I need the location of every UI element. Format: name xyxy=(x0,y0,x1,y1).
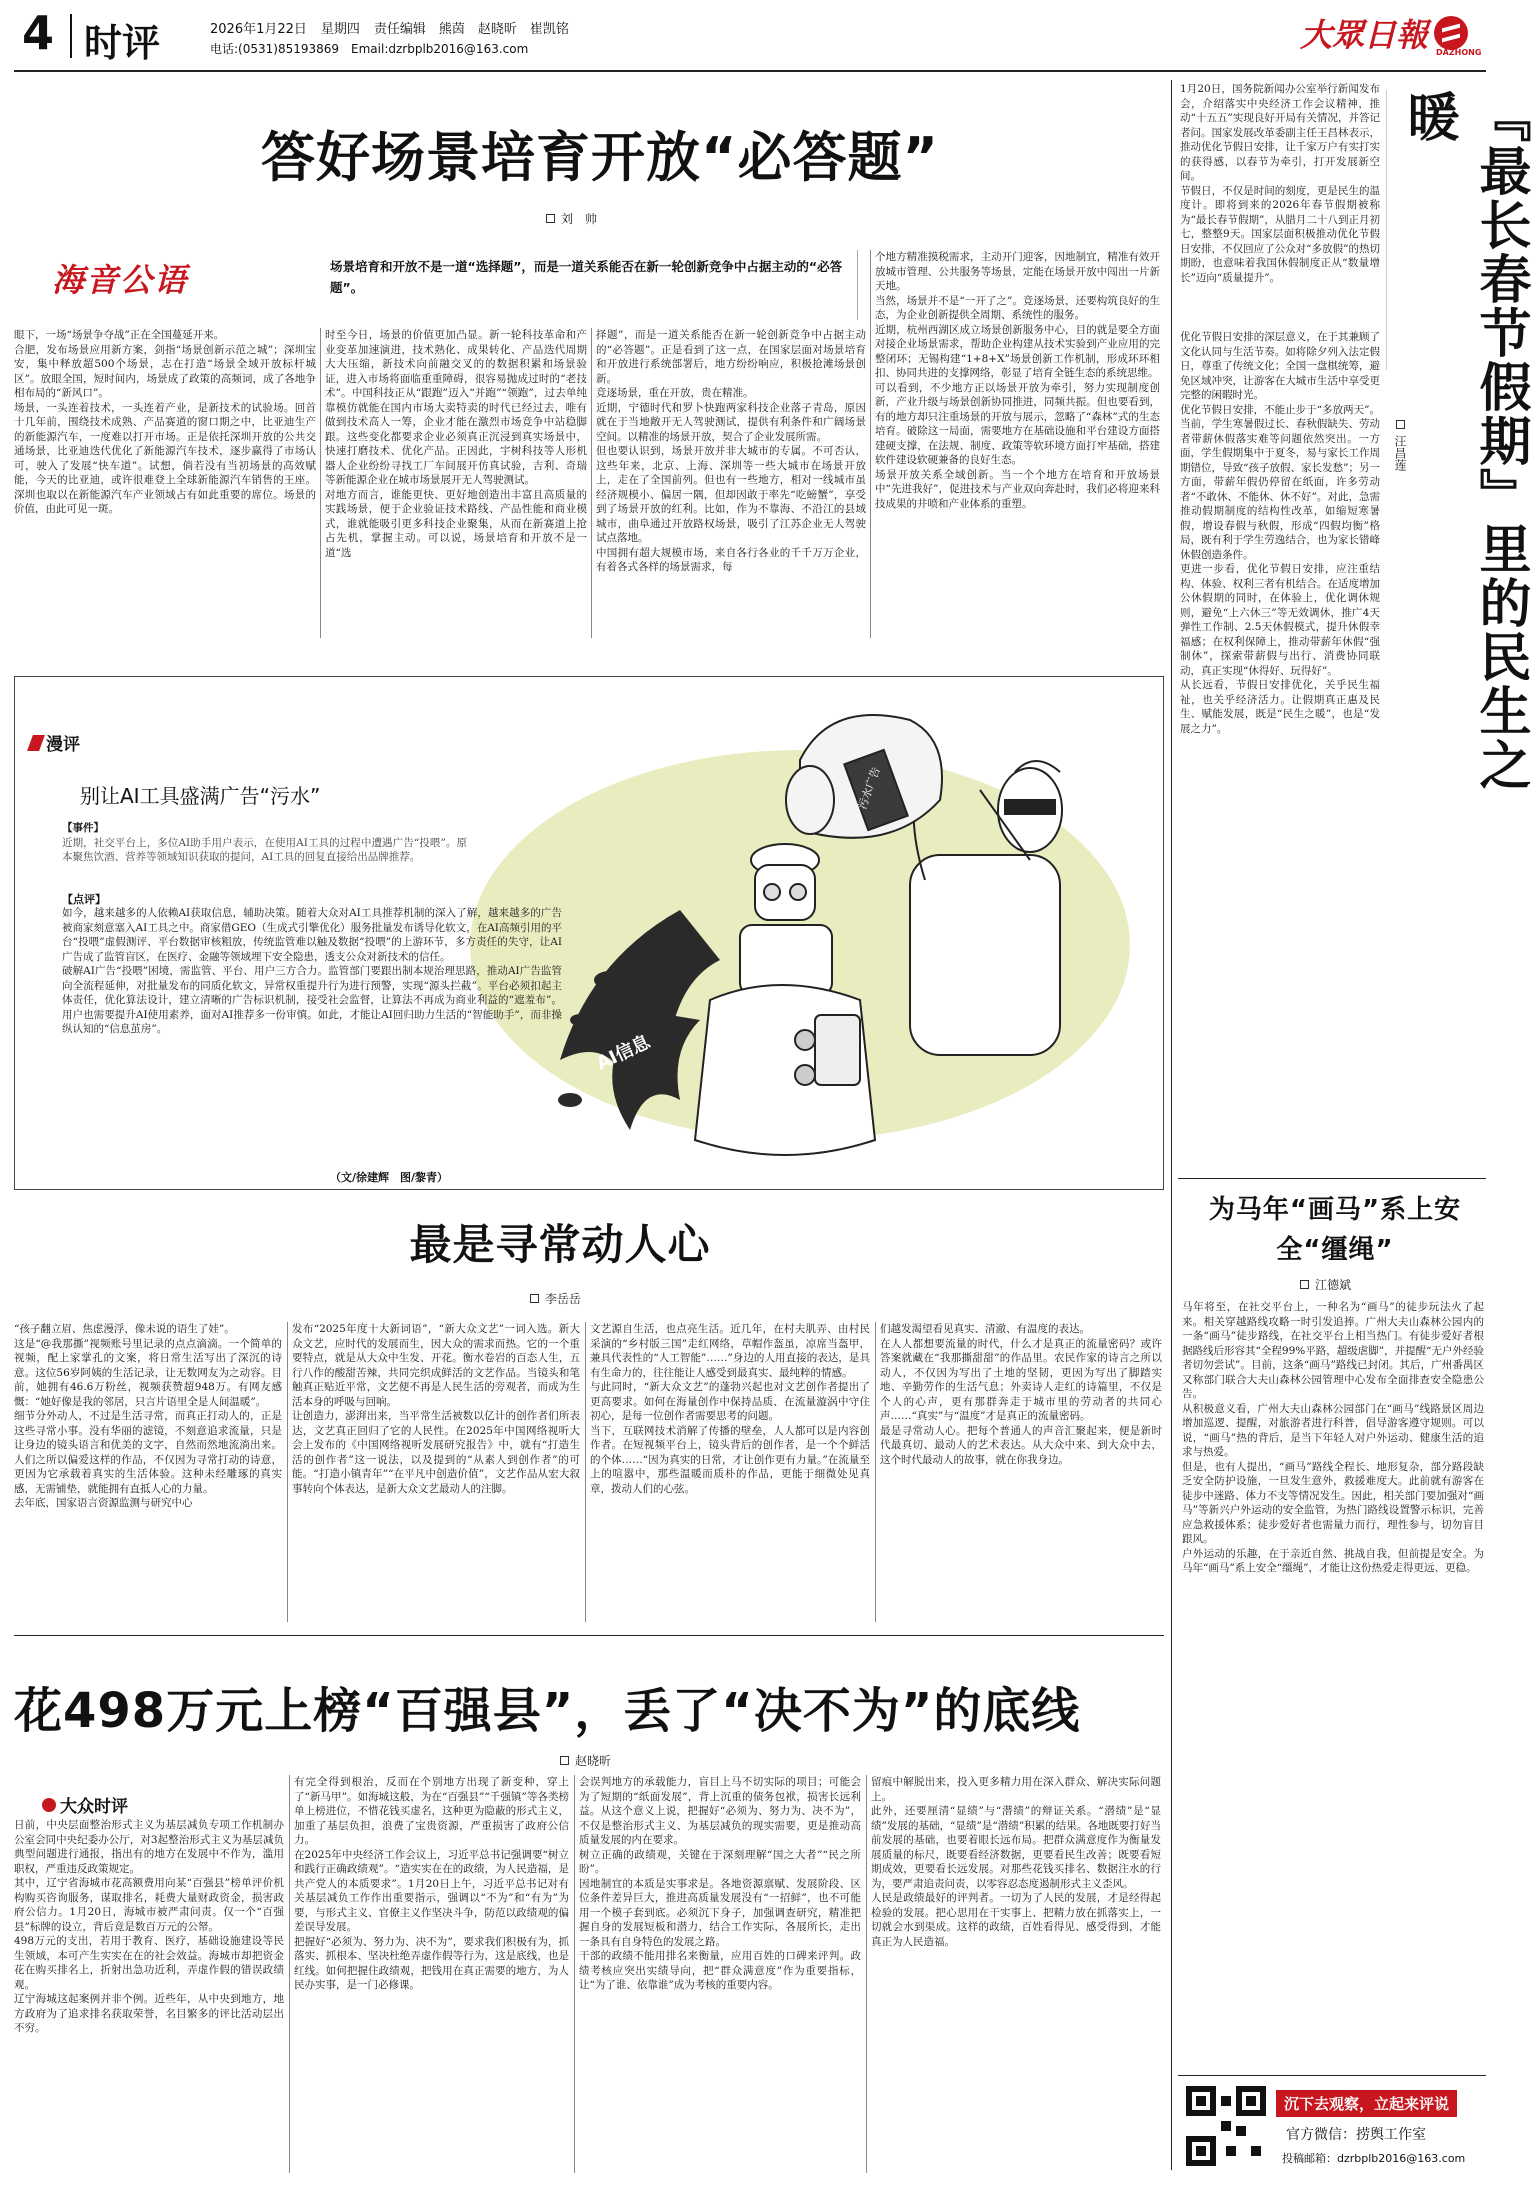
section-name: 时评 xyxy=(84,21,161,65)
promo-headline: 沉下去观察，立起来评说 xyxy=(1276,2090,1457,2117)
col-rule xyxy=(585,1322,586,1622)
robot-label: AI信息 xyxy=(593,1031,654,1075)
byline-square-icon xyxy=(1396,420,1405,429)
col-rule xyxy=(574,1775,575,2173)
side1-byline xyxy=(1392,420,1409,471)
cartoon-tag xyxy=(30,730,80,755)
article2-col4: 们越发渴望看见真实、清澈、有温度的表达。 在人人都想要流量的时代，什么才是真正的流量密码？或许答案就藏在“我那撕甜甜”的作品里。农民作家的诗言之所以动人，不仅因为写出了土地的坚韧，更因为写出了脚踏实地、辛勤劳作的生活气息；外卖诗人走红的诗篇里，不仅是个人的心声，更有那群奔走于城市里的劳动者的共同心声……“真实”与“温度”才是真正的流量密码。 最是寻常动人心。把每个普通人的声音汇聚起来，便是新时代最真切、最动人的艺术表达。从大众中来、到大众中去，这个时代最动人的故事，就在你我身边。 xyxy=(880,1323,1162,1466)
logo-emblem-icon xyxy=(1434,16,1468,50)
cartoon-credit: （文/徐建辉 图/黎青） xyxy=(330,1171,449,1184)
comment-label: 【点评】 xyxy=(62,893,106,906)
cartoon-tag-label: 漫评 xyxy=(46,735,80,755)
promo-wechat: 官方微信：捞舆工作室 xyxy=(1286,2127,1426,2143)
side1-body: 优化节假日安排的深层意义，在于其兼顾了文化认同与生活节奏。如将除夕列入法定假日，尊重了传统文化；全国一盘棋统筹，避免区域冲突，让游客在大城市生活中享受更完整的闲暇时光。 优化节假日安排，不能止步于“多放两天”。当前，学生寒暑假过长、春秋假缺失、劳动者带薪休假落实难等问题依然突出。一方面，学生假期集中于夏冬，易与家长工作周期错位，导致“孩子放假、家长发愁”；另一方面，带薪年假仍停留在纸面，许多劳动者“不敢休、不能休、休不好”。对此，急需推动假期制度的结构性改革，如缩短寒暑假，增设春假与秋假，形成“四假均衡”格局，既有利于学生劳逸结合，也为家长错峰休假创造条件。 更进一步看，优化节假日安排，应注重结构、体验、权利三者有机结合。在适度增加公休假期的同时，在体验上，优化调休规则，避免“上六休三”等无效调休，推广4天弹性工作制、2.5天休假模式，提升休假幸福感；在权利保障上，推动带薪年休假“强制休”，探索带薪假与出行、消费协同联动，真正实现“休得好、玩得好”。 从长远看，节假日安排优化，关乎民生福祉，也关乎经济活力。让假期真正惠及民生、赋能发展，既是“民生之暖”，也是“发展之力”。 xyxy=(1180,331,1380,735)
logo-subtitle: DAZHONG xyxy=(1436,48,1482,57)
article1-title: 答好场景培育开放“必答题” xyxy=(261,126,939,189)
side1-title-text: 『最长春节假期』里的民生之暖 xyxy=(1398,90,1530,792)
article2-title: 最是寻常动人心 xyxy=(409,1220,711,1269)
section-rule xyxy=(14,1635,1164,1636)
col-rule xyxy=(289,1775,290,2173)
column-name: 海音公语 xyxy=(52,261,189,299)
cartoon-comment: 如今，越来越多的人依赖AI获取信息，辅助决策。随着大众对AI工具推荐机制的深入了解，越来越多的广告被商家刻意塞入AI工具之中。商家借GEO（生成式引擎优化）服务批量发布诱导化软文，在AI高频引用的平台“投喂”虚假测评、平台数据审核粗放，传统监管难以触及数据“投喂”的上游环节，多方责任的失守，让AI广告成了监管盲区，在医疗、金融等领域埋下安全隐患，透支公众对新技术的信任。 破解AI广告“投喂”困境，需监管、平台、用户三方合力。监管部门要跟出制本规治理思路，推动AI广告监管向全流程延伸，对批量发布的同质化软文，异常权重提升行为进行预警，实现“源头拦截”。平台必须扣起主体责任，优化算法设计，建立清晰的广告标识机制，接受社会监督，让算法不再成为商业利益的“遮羞布”。用户也需要提升AI使用素养，面对AI推荐多一份审慎。如此，才能让AI回归助力生活的“智能助手”，而非操纵认知的“信息茧房”。 xyxy=(62,907,562,1035)
byline-square-icon xyxy=(530,1294,539,1303)
article1-col3: 择题”，而是一道关系能否在新一轮创新竞争中占据主动的“必答题”。正是看到了这一点，在国家层面对场景培育和开放进行系统部署后，地方纷纷响应，积极抢滩场景创新。 竞逐场景，重在开放，贵在精准。 近期，宁德时代和罗卜快跑两家科技企业落子青岛，原因就在于当地敞开无人驾驶测试，提供有利条件和广阔场景空间。以精准的场景开放，契合了企业发展所需。 但也要认识到，场景开放并非大城市的专属。不可否认，这些年来，北京、上海、深圳等一些大城市在场景开放上，走在了全国前列。但也有一些地方，相对一线城市虽经济规模小、偏居一隅，但却因敢于率先“吃螃蟹”，享受到了场景开放的红利。比如，作为不靠海、不沿江的县域城市，曲阜通过开放路权场景，吸引了江苏企业无人驾驶试点落地。 中国拥有超大规模市场，来自各行各业的千千万万企业，有着各式各样的场景需求，每 xyxy=(596,329,866,573)
weekday: 星期四 xyxy=(320,22,360,37)
article1-col4: 个地方精准摸税需求，主动开门迎客，因地制宜，精准有效开放城市管理、公共服务等场景，定能在场景开放中闯出一片新天地。 当然，场景并不是“一开了之”。竞逐场景，还要构筑良好的生态，为企业创新提供全周期、系统性的服务。 近期，杭州西湖区成立场景创新服务中心，目的就是要全方面对接企业场景需求，帮助企业构建从技术实验到产业应用的完整闭环；无锡构建“1+8+X”场景创新工作机制，形成环环相扣、协同共进的支撑网络，彰显了培育全链生态的系统思维。 可以看到，不少地方正以场景开放为牵引，努力实现制度创新，产业升级与场景创新协同推进，同频共振。但也要看到，有的地方却只注重场景的开放与展示，忽略了“森林”式的生态培育。破除这一局面，需要地方在基础设施和平台建设方面搭建硬支撑，在法规、制度、政策等软环境方面打牢基础，搭建软件建设软硬兼备的良好生态。 场景开放关系全域创新。当一个个地方在培育和开放场景中“先进我好”，促进技术与产业双向奔赴时，我们必将迎来科技成果的井喷和产业体系的重塑。 xyxy=(875,251,1160,510)
author: 汪昌莲 xyxy=(1393,435,1407,471)
masthead-contact: 电话:(0531)85193869 Email:dzrbplb2016@163.com xyxy=(210,42,529,56)
side2-body: 马年将至，在社交平台上，一种名为“画马”的徒步玩法火了起来。相关穿越路线攻略一时引发追捧。广州大夫山森林公园内的一条“画马”徒步路线，在社交平台上相当热门。有徒步爱好者根据路线后形容其“全程99%平路，超级虐脚”，并提醒“无户外经验者切勿尝试”。目前，这条“画马”路线已封闭。其后，广州番禺区又称部门联合大夫山森林公园管理中心发布全面排查安全隐患公告。 从积极意义看，广州大夫山森林公园部门在“画马”线路景区周边增加巡逻、提醒，对旅游者进行科普，倡导游客遵守规则。可以说，“画马”热的背后，是当下年轻人对户外运动、健康生活的追求与热爱。 但是，也有人提出，“画马”路线全程长、地形复杂，部分路段缺乏安全防护设施，一旦发生意外，救援难度大。此前就有游客在徒步中迷路、体力不支等情况发生。因此，相关部门要加强对“画马”等新兴户外运动的安全监管，为热门路线设置警示标识，完善应急救援体系；徒步爱好者也需量力而行，理性参与，切勿盲目跟风。 户外运动的乐趣，在于亲近自然、挑战自我，但前提是安全。为马年“画马”系上安全“缰绳”，才能让这份热爱走得更远、更稳。 xyxy=(1182,1301,1484,1574)
article1-lead: 场景培育和开放不是一道“选择题”，而是一道关系能否在新一轮创新竞争中占据主动的“必答题”。 xyxy=(330,259,843,295)
author: 江德斌 xyxy=(1315,1278,1352,1292)
bottle-label: 污水广告 xyxy=(855,765,883,812)
byline-square-icon xyxy=(546,214,555,223)
lead-divider xyxy=(857,250,858,320)
event-label: 【事件】 xyxy=(62,822,104,834)
masthead-divider xyxy=(70,14,72,58)
masthead-rule xyxy=(14,70,1486,72)
byline-square-icon xyxy=(560,1756,569,1765)
logo-text: 大眾日報 xyxy=(1300,16,1429,54)
cartoon-title: 别让AI工具盛满广告“污水” xyxy=(80,784,321,808)
sidebar-rule xyxy=(1178,1178,1486,1179)
side2-byline xyxy=(1300,1276,1351,1293)
side1-top-text: 1月20日，国务院新闻办公室举行新闻发布会，介绍落实中央经济工作会议精神，推动“十五五”实现良好开局有关情况，并答记者问。国家发展改革委副主任王昌林表示，推动优化节假日安排，让千家万户有实打实的获得感，以春节为牵引，打开发展新空间。 节假日，不仅是时间的刻度，更是民生的温度计。即将到来的2026年春节假期被称为“最长春节假期”，从腊月二十八到正月初七，整整9天。国家层面积极推动优化节假日安排，不仅回应了公众对“多放假”的热切期盼，也意味着我国休假制度正从“数量增长”迈向“质量提升”。 xyxy=(1180,83,1380,284)
col-rule xyxy=(870,250,871,638)
event-text: 近期，社交平台上，多位AI助手用户表示，在使用AI工具的过程中遭遇广告“投喂”。原本聚焦饮酒、营养等领域知识获取的提问，AI工具的回复直接给出品牌推荐。 xyxy=(62,836,467,863)
article1-col1: 眼下，一场“场景争夺战”正在全国蔓延开来。 合肥，发布场景应用新方案，剑指“场景创新示范之城”；深圳宝安，集中释放超500个场景，志在打造“场景全域开放标杆城区”。放眼全国，短时间内，场景成了政策的高频词，成了各地争相布局的“新风口”。 场景，一头连着技术，一头连着产业，是新技术的试验场。回首十几年前，围绕技术成熟、产品赛道的窗口期之中，比亚迪生产的新能源汽车，一度难以打开市场。正是依托深圳开放的公共交通场景，比亚迪迭代优化了新能源汽车技术，逐步赢得了市场认可，驶入了发展“快车道”。试想，倘若没有当初场景的高效赋能，今天的比亚迪，或许很难登上全球新能源汽车销售的王座。深圳也取以在新能源汽车产业领域占有如此重要的席位。场景的价值，由此可见一斑。 xyxy=(14,329,316,515)
col-rule xyxy=(287,1322,288,1622)
article2-col3: 文艺源自生活，也点亮生活。近几年，在村夫肌弄、由村民采演的“乡村版三国”走红网络，草帽作盔虽，凉席当盔甲，兼具代表性的“人工智能”……”身边的人用直接的表达，是具有生命力的，往往能让人感受到最真实、最纯粹的情感。 与此同时，“新大众文艺”的蓬勃兴起也对文艺创作者提出了更高要求。如何在海量创作中保持品质、在流量漩涡中守住初心，是每一位创作者需要思考的问题。 当下，互联网技术消解了传播的壁垒，人人都可以是内容创作者。在短视频平台上，镜头背后的创作者，是一个个鲜活的个体……“因为真实的日常，才让创作更有力量。”在流量至上的喧嚣中，那些温暖而质朴的作品，更能于细微处见真章，拨动人们的心弦。 xyxy=(590,1323,870,1495)
masthead xyxy=(0,0,1500,72)
pen-icon xyxy=(27,735,45,751)
bottle-figure xyxy=(786,715,942,838)
col-rule xyxy=(875,1322,876,1622)
article3-col2: 有完全得到根治，反而在个别地方出现了新变种，穿上了“新马甲”。如海城这般，为在“百强县”“千强镇”等各类榜单上榜进位，不惜花钱买虚名，这种更为隐蔽的形式主义，加重了基层负担，浪费了宝贵资源，严重损害了政府公信力。 在2025年中央经济工作会议上，习近平总书记强调要“树立和践行正确政绩观”。“造实实在在的政绩，为人民造福，是共产党人的本质要求”。1月20日上午，习近平总书记对有关基层减负工作作出重要指示，强调以“不为”和“有为”为要，与形式主义、官僚主义作坚决斗争，防范以政绩观的偏差误导发展。 把握好“必须为、努力为、决不为”，要求我们积极有为，抓落实、抓根本、坚决杜绝弄虚作假等行为，这是底线，也是红线。如何把握住政绩观，把钱用在真正需要的地方，为人民办实事，是一门必修课。 xyxy=(294,1776,569,1991)
article3-col4: 留痕中解脱出来，投入更多精力用在深入群众、解决实际问题上。 此外，还要厘清“显绩”与“潜绩”的辩证关系。“潜绩”是“显绩”发展的基础，“显绩”是“潜绩”积累的结果。各地既要打好当前发展的基础，也要着眼长远布局。把群众满意度作为衡量发展质量的标尺，既要看经济数据，更要看民生改善；既要看短期成效，更要看长远发展。对那些花钱买排名、数据注水的行为，要严肃追责问责，以零容忍态度遏制形式主义歪风。 人民是政绩最好的评判者。一切为了人民的发展，才是经得起检验的发展。把心思用在干实事上、把精力放在抓落实上，一切就会水到渠成。这样的政绩，百姓看得见、感受得到，才能真正为人民造福。 xyxy=(871,1776,1161,1948)
col-rule xyxy=(1386,90,1387,370)
article1-byline xyxy=(546,210,597,227)
qr-code-icon xyxy=(1186,2086,1266,2166)
byline-square-icon xyxy=(1300,1280,1309,1289)
column-name: 大众时评 xyxy=(60,1797,128,1817)
col-rule xyxy=(320,328,321,638)
masthead-date xyxy=(210,18,569,37)
article2-byline xyxy=(530,1290,581,1307)
promo-email: 投稿邮箱：dzrbplb2016@163.com xyxy=(1282,2152,1466,2165)
article3-col3: 会误判地方的承载能力，盲目上马不切实际的项目；可能会为了短期的“纸面发展”，背上沉重的债务包袱，损害长远利益。从这个意义上说，把握好“必须为、努力为、决不为”，不仅是整治形式主义、为基层减负的现实需要，更是推动高质量发展的内在要求。 树立正确的政绩观，关键在于深刻理解“国之大者”“民之所盼”。 因地制宜的本质是实事求是。各地资源禀赋、发展阶段、区位条件差异巨大，推进高质量发展没有“一招鲜”，也不可能用一个模子套到底。必须沉下身子，加强调查研究，精准把握自身的发展短板和潜力，结合工作实际，各展所长，走出一条具有自身特色的发展之路。 干部的政绩不能用排名来衡量，应用百姓的口碑来评判。政绩考核应突出实绩导向，把“群众满意度”作为重要指标，让“为了谁、依靠谁”成为考核的重要内容。 xyxy=(579,1776,861,1991)
column-logo-dazhong xyxy=(42,1792,128,1817)
cartoon-illustration xyxy=(470,680,1160,1185)
side2-title: 为马年“画马”系上安全“缰绳” xyxy=(1208,1195,1462,1265)
cartoon-event xyxy=(62,821,467,891)
col-rule xyxy=(591,328,592,638)
date: 2026年1月22日 xyxy=(210,22,307,37)
article1-col2: 时至今日，场景的价值更加凸显。新一轮科技革命和产业变革加速演进，技术熟化、成果转化、产品迭代周期大大压缩，新技术向前融交叉的的数据积累和场景验证，进入市场将面临重重障碍，很容易抛成过时的“老技术”。中国科技正从“跟跑”迈入“并跑”“领跑”，过去单纯靠模仿就能在国内市场大卖特卖的时代已经过去，唯有做到技术高人一筹，企业才能在激烈市场竞争中站稳脚跟。这些变化都要求企业必须真正沉浸到真实场景中，快速打磨技术、优化产品。正因此，宇树科技等人形机器人企业纷纷寻找工厂车间展开仿真试验，吉利、奇瑞等新能源企业在城市场景展开无人驾驶测试。 对地方而言，谁能更快、更好地创造出丰富且高质量的实践场景，便于企业验证技术路线、产品性能和商业模式，谁就能吸引更多科技企业聚集，从而在新赛道上抢占先机，掌握主动。可以说，场景培育和开放不是一道“选 xyxy=(325,329,587,559)
page-number: 4 xyxy=(22,6,55,60)
article2-col1: “孩子翻立眉、焦虑漫浮，像未说的语生了娃”。 这是“@我那撕”视频账号里记录的点点滴滴。一个简单的视频，配上家掌孔的文案，将日常生活写出了深沉的诗意。这位56岁阿姨的生活记录，让无数网友为之动容。目前，她拥有46.6万粉丝，视频获赞超948万。有网友感慨：“她好像是我的邻居，只言片语里全是人间温暖”。 细节分外动人，不过是生活寻常，而真正打动人的，正是这些寻常小事。没有华丽的滤镜，不刻意追求流量，只是让身边的镜头语言和优美的文字，自然而然地流淌出来。人们之所以偏爱这样的作品，不仅因为寻常打动的诗意，更因为它承载着真实的生活体验。这种未经雕琢的真实感，无需铺垫，就能拥有直抵人心的力量。 去年底，国家语言资源监测与研究中心 xyxy=(14,1323,282,1509)
author: 李岳岳 xyxy=(545,1292,582,1306)
column-logo-haiyin xyxy=(52,255,188,301)
editors: 责任编辑 熊茵 赵晓昕 崔凯铭 xyxy=(373,22,569,37)
clock-icon xyxy=(42,1798,56,1812)
article3-col1: 日前，中央层面整治形式主义为基层减负专项工作机制办公室会同中央纪委办公厅，对3起整治形式主义为基层减负典型问题进行通报，指出有的地方在发展中不作为，滥用职权，严重违反政策规定。 其中，辽宁省海城市花高额费用向某“百强县”榜单评价机构购买咨询服务，谋取排名，耗费大量财政资金，损害政府公信力。1月20日，海城市被严肃问责。仅一个“百强县”标牌的设立，背后竟是数百万元的公帑。 498万元的支出，若用于教育、医疗，基础设施建设等民生领域，本可产生实实在在的社会效益。海城市却把资金花在购买排名上，折射出急功近利，弄虚作假的错误政绩观。 辽宁海城这起案例并非个例。近些年，从中央到地方，地方政府为了追求排名获取荣誉，名目繁多的评比活动层出不穷。 xyxy=(14,1819,284,2034)
article2-col2: 发布“2025年度十大新词语”，“新大众文艺”一词入选。新大众文艺，应时代的发展而生，因大众的需求而热。它的一个重要特点，就是从大众中生发、开花。衡水卷岩的百态人生，五行八作的酸甜苦辣，共同完织成鲜活的文艺作品。当镜头和笔触真正贴近平常，文艺便不再是人民生活的旁观者，而成为生活本身的呼吸与回响。 让创造力，澎湃出来，当平常生活被数以亿计的创作者们所表达，文艺真正回归了它的人民性。在2025年中国网络视听大会上发布的《中国网络视听发展研究报告》中，就有“打造生活的创作者”这一说法，以及提到的“从素人到创作者”的可能。“打造小镇青年”“在平凡中创造价值”，文艺作品从宏大叙事转向个体表达，是新大众文艺最动人的注脚。 xyxy=(292,1323,580,1495)
article3-byline xyxy=(560,1752,611,1769)
author: 刘 帅 xyxy=(561,212,598,226)
col-rule xyxy=(866,1775,867,2173)
article3-title: 花498万元上榜“百强县”，丢了“决不为”的底线 xyxy=(14,1683,1081,1739)
promo-box xyxy=(1178,2075,1486,2180)
author: 赵晓昕 xyxy=(575,1754,612,1768)
sidebar-divider xyxy=(1171,80,1172,2170)
